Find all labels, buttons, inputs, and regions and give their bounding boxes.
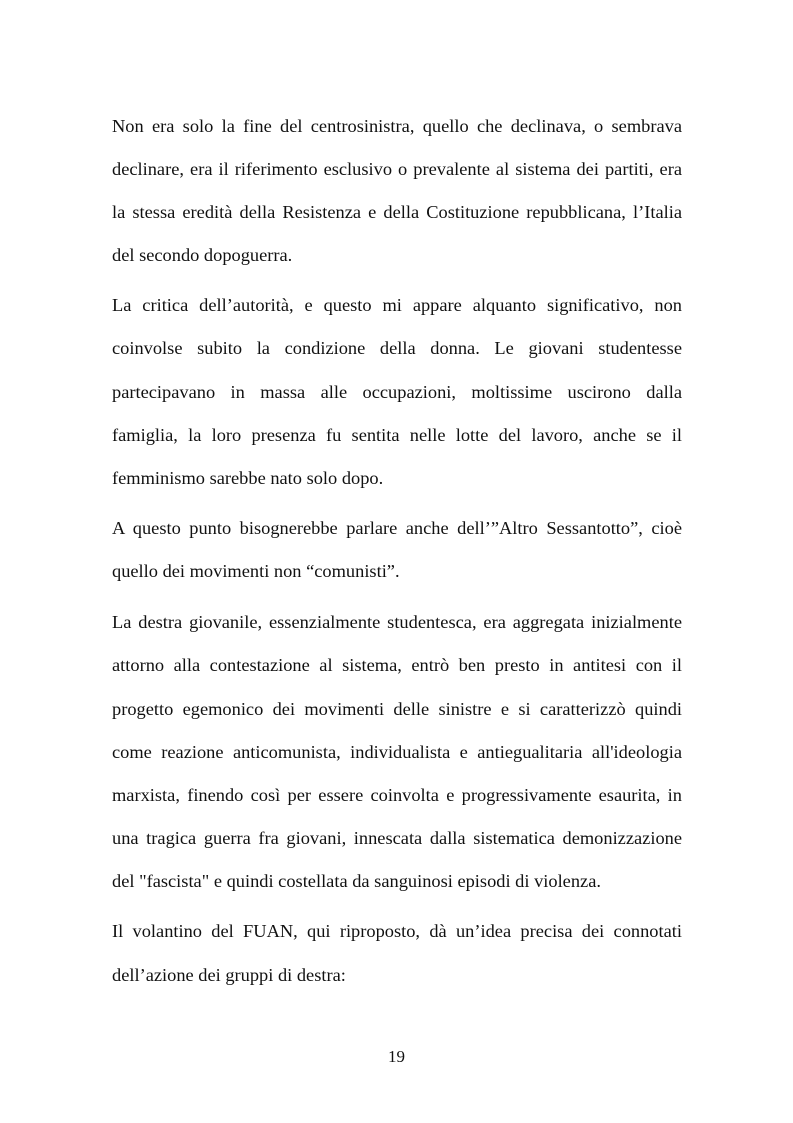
text-line: declinare, era il riferimento esclusivo o prevalente al sistema dei partiti, era (112, 159, 682, 179)
text-line: La destra giovanile, essenzialmente studentesca, era aggregata inizialmente (112, 612, 682, 632)
text-line: come reazione anticomunista, individualista e antiegualitaria all'ideologia (112, 742, 682, 762)
text-line: La critica dell’autorità, e questo mi appare alquanto significativo, non (112, 295, 682, 315)
text-line: una tragica guerra fra giovani, innescata dalla sistematica demonizzazione (112, 828, 682, 848)
text-line: coinvolse subito la condizione della donna. Le giovani studentesse (112, 338, 682, 358)
text-line: dell’azione dei gruppi di destra: (112, 965, 346, 985)
text-line: partecipavano in massa alle occupazioni, moltissime uscirono dalla (112, 382, 682, 402)
text-line: quello dei movimenti non “comunisti”. (112, 561, 400, 581)
text-line: progetto egemonico dei movimenti delle sinistre e si caratterizzò quindi (112, 699, 682, 719)
text-line: famiglia, la loro presenza fu sentita nelle lotte del lavoro, anche se il (112, 425, 682, 445)
text-line: attorno alla contestazione al sistema, entrò ben presto in antitesi con il (112, 655, 682, 675)
text-line: Non era solo la fine del centrosinistra, quello che declinava, o sembrava (112, 116, 682, 136)
text-line: femminismo sarebbe nato solo dopo. (112, 468, 384, 488)
text-line: Il volantino del FUAN, qui riproposto, dà un’idea precisa dei connotati (112, 921, 682, 941)
text-line: la stessa eredità della Resistenza e della Costituzione repubblicana, l’Italia (112, 202, 682, 222)
text-line: del "fascista" e quindi costellata da sanguinosi episodi di violenza. (112, 871, 601, 891)
page-number: 19 (388, 1047, 405, 1066)
text-line: marxista, finendo così per essere coinvolta e progressivamente esaurita, in (112, 785, 682, 805)
text-line: A questo punto bisognerebbe parlare anche dell’”Altro Sessantotto”, cioè (112, 518, 682, 538)
text-line: del secondo dopoguerra. (112, 245, 293, 265)
